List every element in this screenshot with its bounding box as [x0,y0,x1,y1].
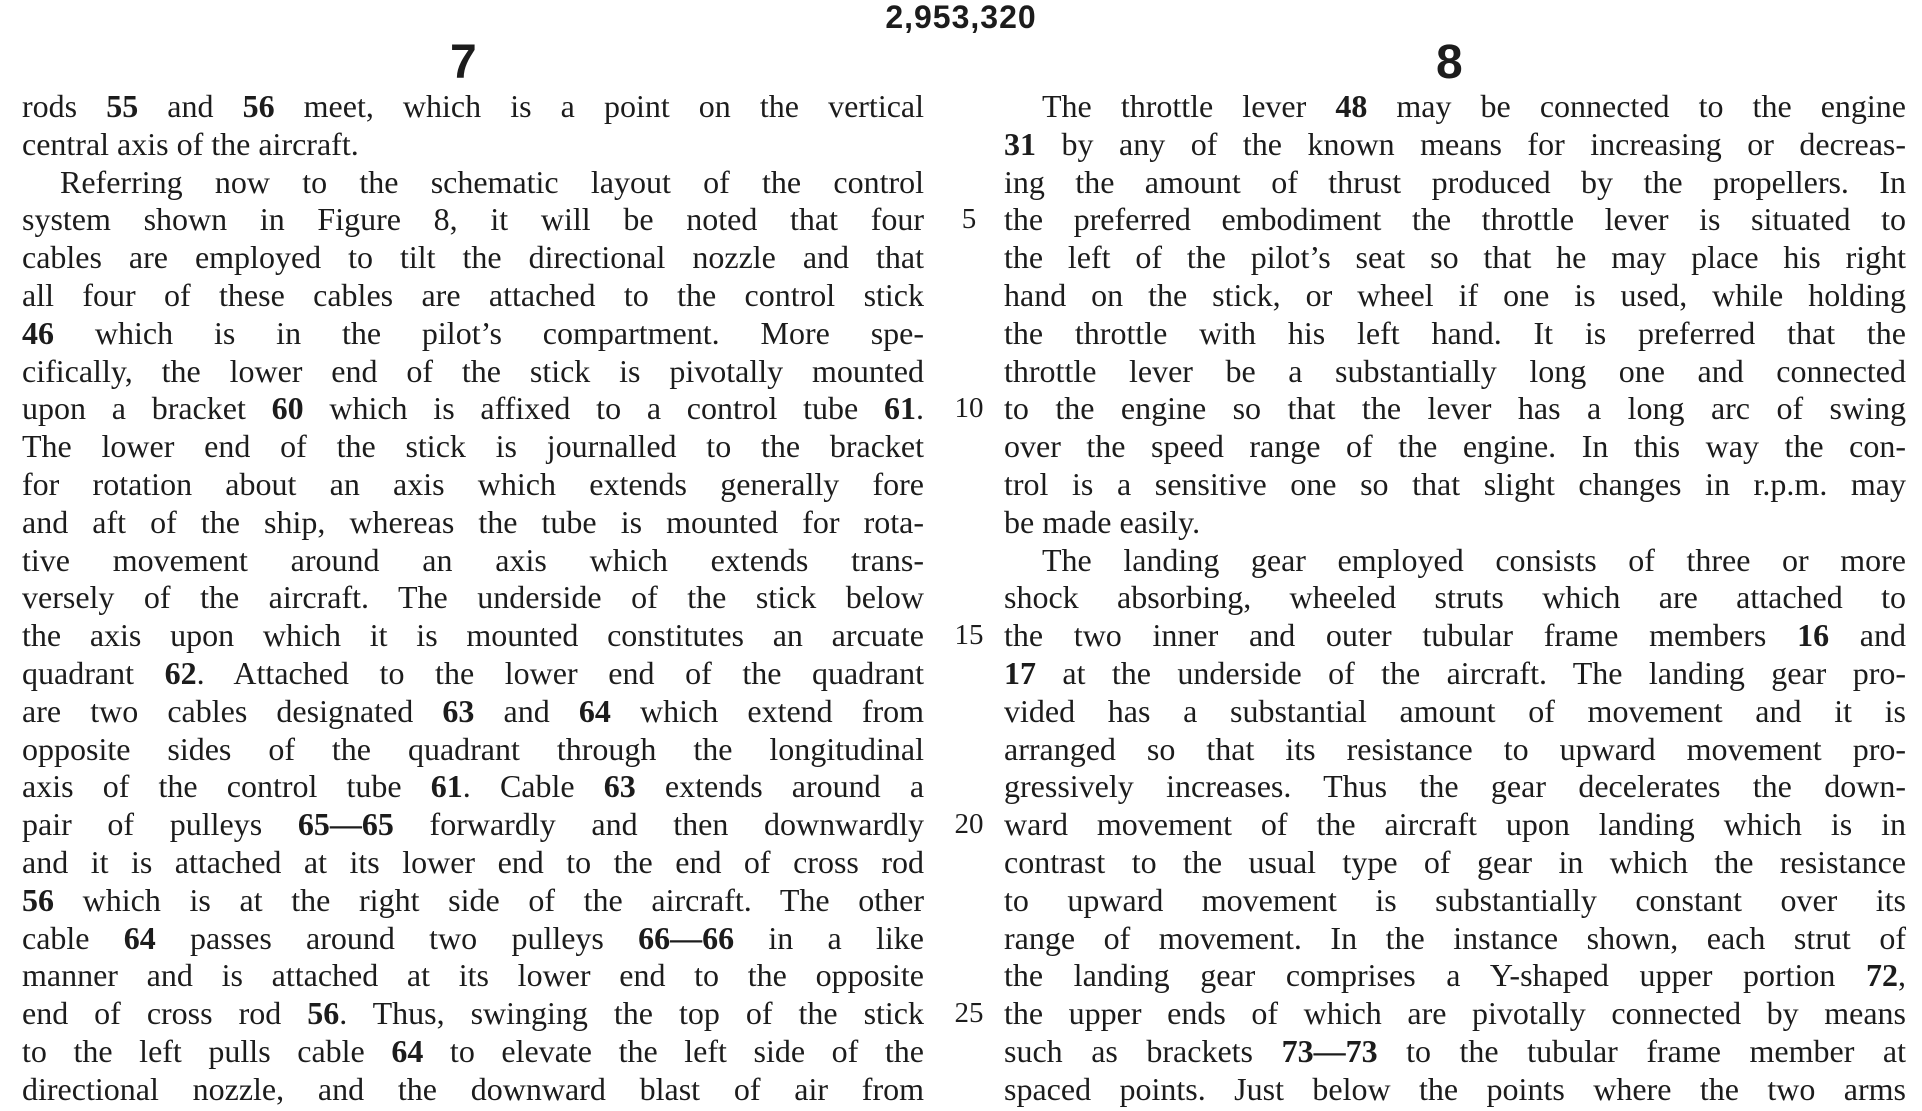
text-line: cable 64 passes around two pulleys 66—66 in a like [22,919,925,956]
text-line: contrast to the usual type of gear in which the resistance [1004,843,1906,880]
reference-numeral: 66—66 [638,919,735,956]
reference-numeral: 72 [1866,957,1898,994]
text-line: the preferred embodiment the throttle lever is situated to [1004,201,1906,238]
text-line: the throttle with his left hand. It is preferred that the [1004,314,1906,351]
right-text-column [1004,88,1906,1109]
text-line: ward movement of the aircraft upon landing which is in [1004,806,1906,843]
reference-numeral: 48 [1335,88,1368,124]
reference-numeral: 62 [164,654,197,691]
text-line: for rotation about an axis which extends generally fore [22,465,924,502]
text-line: 17 at the underside of the aircraft. The landing gear pro- [1004,654,1906,691]
text-line: to the left pulls cable 64 to elevate the left side of the [22,1032,924,1069]
text-line: all four of these cables are attached to the control stick [22,276,924,313]
text-line: ing the amount of thrust produced by the propellers. In [1004,163,1906,200]
text-line: the left of the pilot’s seat so that he may place his right [1004,239,1906,276]
line-number: 25 [954,997,984,1030]
text-line: opposite sides of the quadrant through the longitudinal [22,730,924,767]
reference-numeral: 55 [106,88,139,124]
reference-numeral: 56 [242,88,275,124]
reference-numeral: 56 [22,881,54,918]
reference-numeral: 63 [442,692,475,729]
reference-numeral: 63 [603,768,636,805]
text-line: gressively increases. Thus the gear decelerates the down- [1004,768,1906,805]
text-line: cifically, the lower end of the stick is pivotally mounted [22,352,924,389]
line-number: 5 [961,203,977,236]
text-line: cables are employed to tilt the directional nozzle and that [22,239,924,276]
reference-numeral: 17 [1004,654,1036,691]
text-line: and it is attached at its lower end to the end of cross rod [22,843,924,880]
reference-numeral: 64 [391,1032,424,1069]
reference-numeral: 64 [123,919,156,956]
left-column-number: 7 [450,36,477,89]
reference-numeral: 65—65 [297,806,394,843]
text-line: The throttle lever 48 may be connected to the engine [1042,88,1907,124]
text-line: hand on the stick, or wheel if one is used, while holding [1004,276,1906,313]
reference-numeral: 61 [430,768,463,805]
reference-numeral: 73—73 [1281,1032,1378,1069]
text-line: The lower end of the stick is journalled to the bracket [22,428,924,465]
reference-numeral: 61 [884,390,917,427]
text-line: central axis of the aircraft. [22,125,359,162]
text-line: the axis upon which it is mounted constitutes an arcuate [22,617,924,654]
text-line: the two inner and outer tubular frame members 16 and [1004,617,1907,654]
text-line: quadrant 62. Attached to the lower end of the quadrant [22,654,925,691]
text-line: upon a bracket 60 which is affixed to a control tube 61. [22,390,925,427]
patent-number: 2,953,320 [885,0,1037,35]
left-text-column [22,88,924,1109]
reference-numeral: 64 [578,692,611,729]
text-line: trol is a sensitive one so that slight changes in r.p.m. may [1004,465,1906,502]
text-line: over the speed range of the engine. In this way the con- [1004,428,1906,465]
text-line: arranged so that its resistance to upward movement pro- [1004,730,1906,767]
reference-numeral: 60 [271,390,304,427]
text-line: pair of pulleys 65—65 forwardly and then downwardly [22,806,925,843]
text-line: tive movement around an axis which extends trans- [22,541,924,578]
text-line: range of movement. In the instance shown, each strut of [1004,919,1906,956]
text-line: 46 which is in the pilot’s compartment. More spe- [22,314,924,351]
text-line: are two cables designated 63 and 64 which extend from [22,692,925,729]
text-line: rods 55 and 56 meet, which is a point on the vertical [22,88,925,124]
text-line: spaced points. Just below the points where the two arms [1004,1070,1906,1107]
text-line: throttle lever be a substantially long one and connected [1004,352,1906,389]
reference-numeral: 31 [1004,125,1036,162]
line-number: 10 [954,392,984,425]
right-column-number: 8 [1436,36,1463,89]
text-line: versely of the aircraft. The underside of the stick below [22,579,924,616]
text-line: manner and is attached at its lower end to the opposite [22,957,924,994]
text-line: the upper ends of which are pivotally connected by means [1004,995,1906,1032]
text-line: the landing gear comprises a Y-shaped upper portion 72, [1004,957,1906,994]
line-number: 20 [954,808,984,841]
reference-numeral: 46 [22,314,54,351]
text-line: The landing gear employed consists of three or more [1042,541,1906,578]
text-line: system shown in Figure 8, it will be noted that four [22,201,924,238]
reference-numeral: 56 [307,995,340,1032]
text-line: to upward movement is substantially constant over its [1004,881,1906,918]
text-line: axis of the control tube 61. Cable 63 extends around a [22,768,925,805]
text-line: directional nozzle, and the downward blast of air from [22,1070,924,1107]
text-line: to the engine so that the lever has a long arc of swing [1004,390,1906,427]
text-line: 56 which is at the right side of the aircraft. The other [22,881,924,918]
line-number: 15 [954,619,984,652]
text-line: and aft of the ship, whereas the tube is mounted for rota- [22,503,924,540]
text-line: vided has a substantial amount of movement and it is [1004,692,1906,729]
text-line: end of cross rod 56. Thus, swinging the top of the stick [22,995,925,1032]
text-line: such as brackets 73—73 to the tubular frame member at [1004,1032,1907,1069]
text-line: Referring now to the schematic layout of the control [60,163,924,200]
text-line: be made easily. [1004,503,1201,540]
reference-numeral: 16 [1797,617,1830,654]
text-line: 31 by any of the known means for increasing or decreas- [1004,125,1906,162]
text-line: shock absorbing, wheeled struts which are attached to [1004,579,1906,616]
